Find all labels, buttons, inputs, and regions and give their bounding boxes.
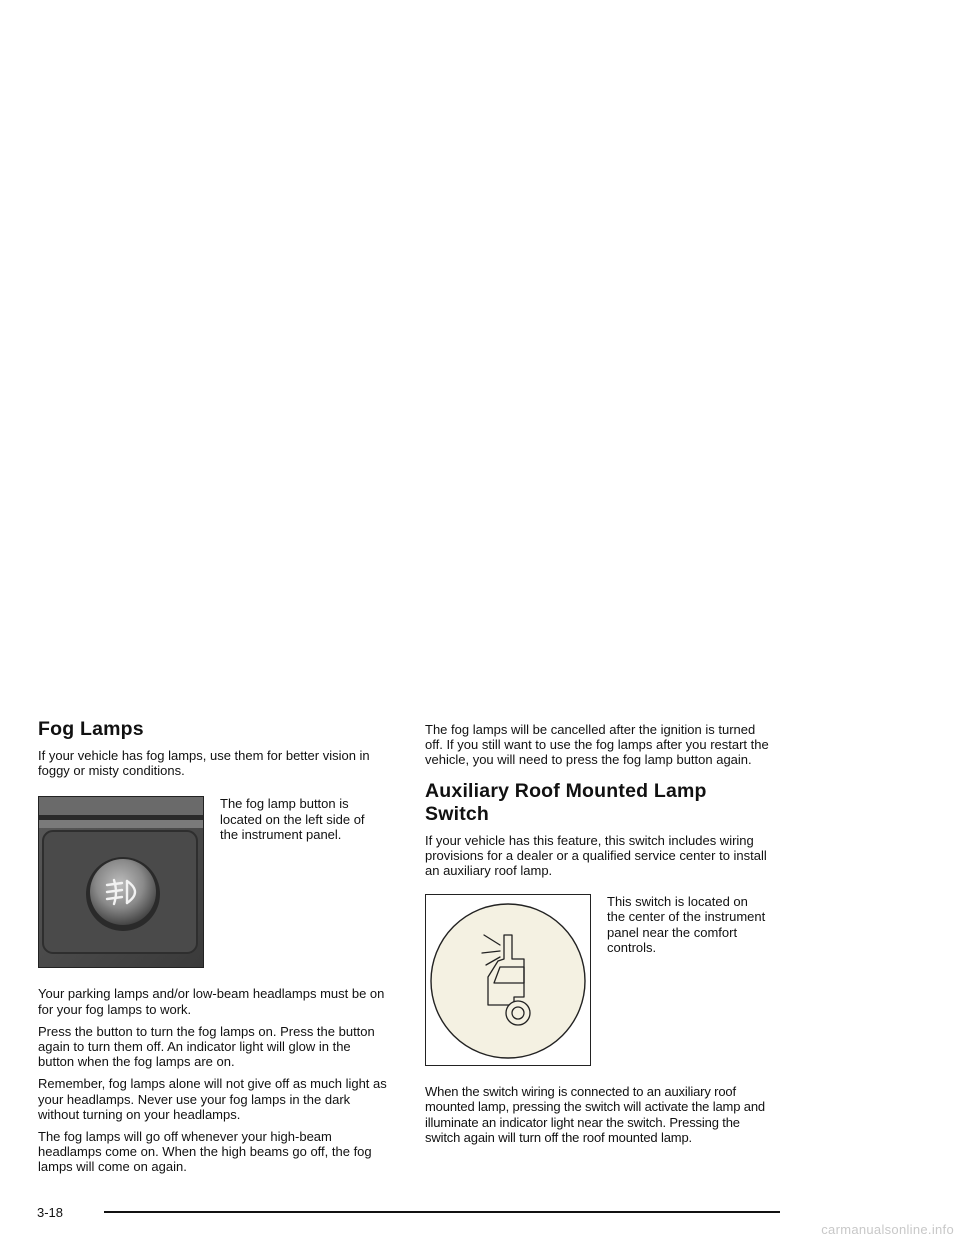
page-number: 3-18 — [37, 1205, 64, 1220]
fog-lamps-paragraph-1: Your parking lamps and/or low-beam headlamps must be on for your fog lamps to work. — [38, 986, 385, 1017]
fog-lamp-button-photo — [38, 796, 204, 968]
roof-lamp-figure-row — [425, 894, 775, 1066]
roof-lamp-operation-paragraph: When the switch wiring is connected to an auxiliary roof mounted lamp, pressing the switch will activate the lamp and illuminate an indicator light near the switch. Pressing the switch again will turn off the roof mounted lamp. — [425, 1084, 766, 1145]
fog-lamp-figure-caption: The fog lamp button is located on the left side of the instrument panel. — [220, 796, 365, 842]
left-column — [38, 718, 390, 1175]
auxiliary-roof-lamp-heading: Auxiliary Roof Mounted Lamp Switch — [425, 779, 707, 825]
watermark: carmanualsonline.info — [821, 1222, 954, 1237]
fog-lamps-paragraph-4: The fog lamps will go off whenever your high-beam headlamps come on. When the high beams go off, the fog lamps will come on again. — [38, 1129, 372, 1175]
right-column — [425, 718, 775, 1145]
roof-lamp-figure-caption: This switch is located on the center of the instrument panel near the comfort controls. — [607, 894, 766, 955]
roof-lamp-switch-diagram — [425, 894, 591, 1066]
fog-lamps-paragraph-3: Remember, fog lamps alone will not give off as much light as your headlamps. Never use your fog lamps in the dark without turning on your headlamps. — [38, 1076, 387, 1122]
fog-lamp-figure-row — [38, 796, 390, 968]
fog-lamps-paragraph-2: Press the button to turn the fog lamps on. Press the button again to turn them off. An indicator light will glow in the button when the fog lamps are on. — [38, 1023, 375, 1070]
auxiliary-roof-lamp-intro: If your vehicle has this feature, this switch includes wiring provisions for a dealer or a qualified service center to install an auxiliary roof lamp. — [425, 832, 767, 879]
fog-lamps-heading: Fog Lamps — [38, 718, 144, 740]
fog-lamps-cancel-paragraph: The fog lamps will be cancelled after the ignition is turned off. If you still want to use the fog lamps after you restart the vehicle, you will need to press the fog lamp button again. — [425, 722, 769, 768]
footer-rule — [104, 1211, 780, 1213]
fog-lamps-intro: If your vehicle has fog lamps, use them for better vision in foggy or misty conditions. — [38, 748, 370, 779]
